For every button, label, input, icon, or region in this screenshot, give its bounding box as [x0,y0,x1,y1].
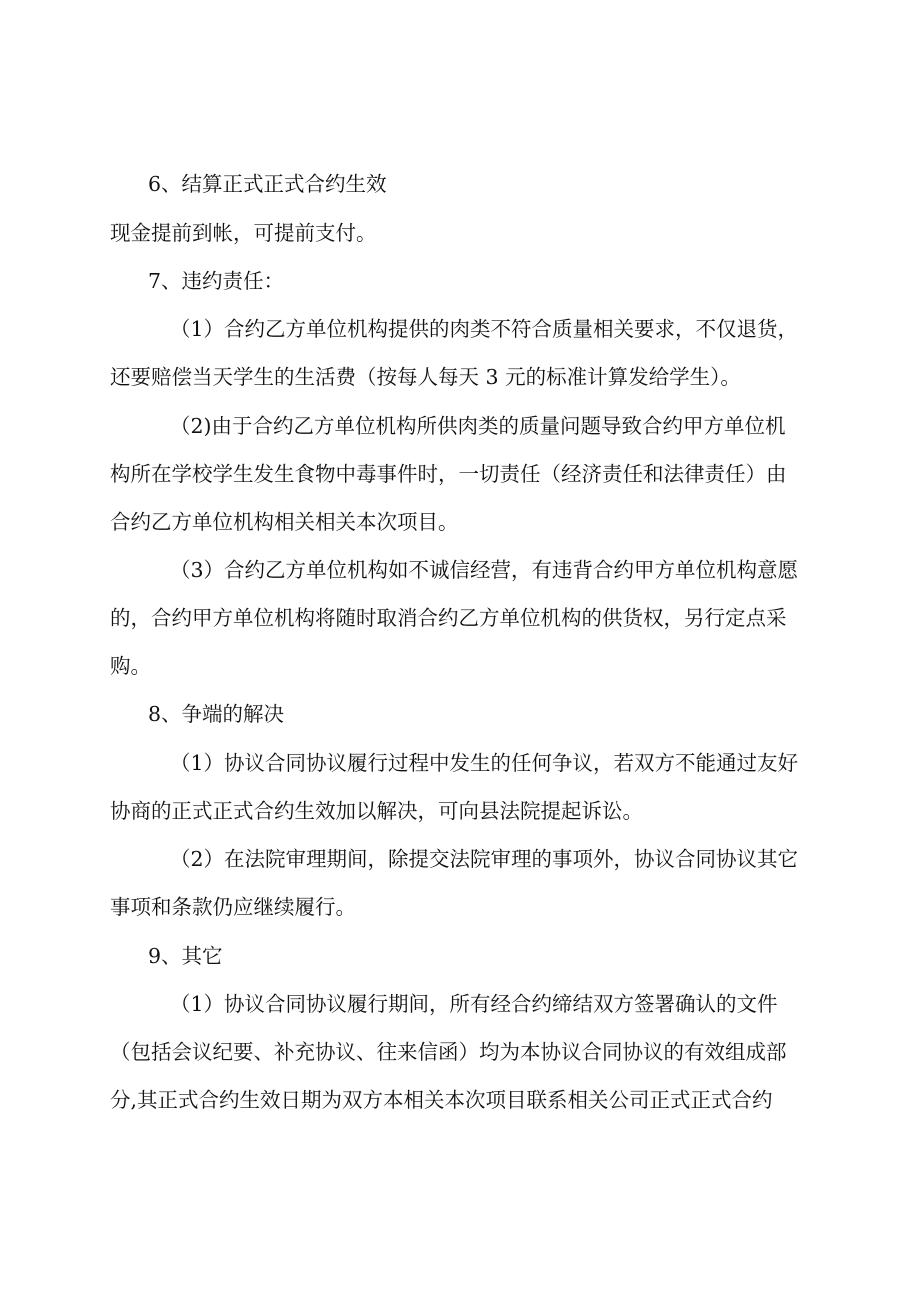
section-6-heading: 6、结算正式正式合约生效 [148,172,387,196]
paragraph-line: 合约乙方单位机构相关相关本次项目。 [110,510,459,534]
paragraph-line: 购。 [110,654,151,678]
paragraph-line: 协商的正式正式合约生效加以解决，可向县法院提起诉讼。 [110,799,643,823]
paragraph-line: 现金提前到帐，可提前支付。 [110,221,377,245]
paragraph-line: 分,其正式合约生效日期为双方本相关本次项目联系相关公司正式正式合约 [110,1088,773,1112]
section-9-heading: 9、其它 [148,944,223,968]
paragraph-line: （2)由于合约乙方单位机构所供肉类的质量问题导致合约甲方单位机 [170,414,786,438]
section-8-heading: 8、争端的解决 [148,702,285,726]
paragraph-line: 的，合约甲方单位机构将随时取消合约乙方单位机构的供货权，另行定点采 [110,606,787,630]
paragraph-line: 构所在学校学生发生食物中毒事件时，一切责任（经济责任和法律责任）由 [110,462,787,486]
paragraph-line: （包括会议纪要、补充协议、往来信函）均为本协议合同协议的有效组成部 [110,1040,787,1064]
paragraph-line: （3）合约乙方单位机构如不诚信经营，有违背合约甲方单位机构意愿 [170,558,799,582]
paragraph-line: （1）合约乙方单位机构提供的肉类不符合质量相关要求，不仅退货， [170,317,799,341]
paragraph-line: （2）在法院审理期间，除提交法院审理的事项外，协议合同协议其它 [170,847,799,871]
paragraph-line: 事项和条款仍应继续履行。 [110,895,356,919]
paragraph-line: 还要赔偿当天学生的生活费（按每人每天 3 元的标准计算发给学生）。 [110,365,741,389]
paragraph-line: （1）协议合同协议履行过程中发生的任何争议，若双方不能通过友好 [170,751,799,775]
paragraph-line: （1）协议合同协议履行期间，所有经合约缔结双方签署确认的文件 [170,992,778,1016]
section-7-heading: 7、违约责任： [148,269,285,293]
